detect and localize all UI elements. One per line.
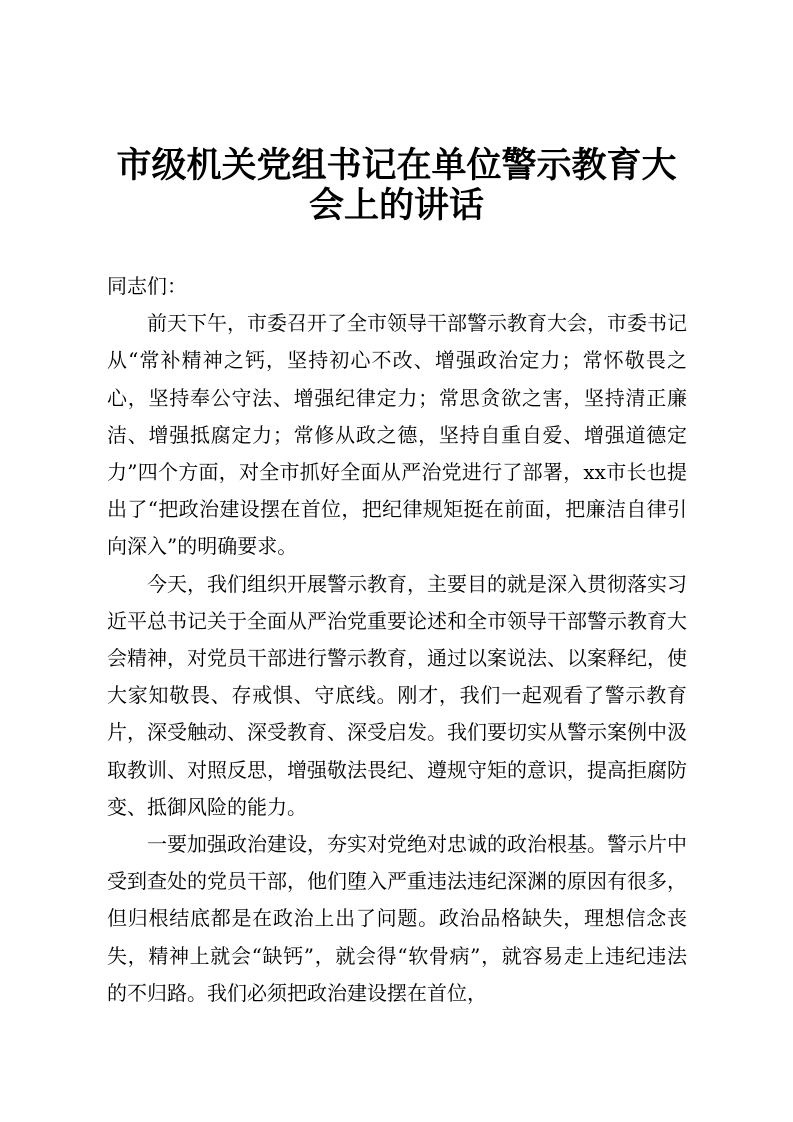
paragraph-3: 一要加强政治建设，夯实对党绝对忠诚的政治根基。警示片中受到查处的党员干部，他们堕入严重违法违纪深渊的原因有很多，但归根结底都是在政治上出了问题。政治品格缺失，理想信念丧失，精神上就会“缺钙”，就会得“软骨病”，就容易走上违纪违法的不归路。我们必须把政治建设摆在首位， [107, 832, 687, 1005]
salutation: 同志们： [107, 274, 187, 298]
paragraph-1: 前天下午，市委召开了全市领导干部警示教育大会，市委书记从“常补精神之钙，坚持初心不改、增强政治定力；常怀敬畏之心，坚持奉公守法、增强纪律定力；常思贪欲之害，坚持清正廉洁、增强抵腐定力；常修从政之德，坚持自重自爱、增强道德定力”四个方面，对全市抓好全面从严治党进行了部署，xx市长也提出了“把政治建设摆在首位，把纪律规矩挺在前面，把廉洁自律引向深入”的明确要求。 [107, 311, 687, 559]
paragraph-2: 今天，我们组织开展警示教育，主要目的就是深入贯彻落实习近平总书记关于全面从严治党重要论述和全市领导干部警示教育大会精神，对党员干部进行警示教育，通过以案说法、以案释纪，使大家知敬畏、存戒惧、守底线。刚才，我们一起观看了警示教育片，深受触动、深受教育、深受启发。我们要切实从警示案例中汲取教训、对照反思，增强敬法畏纪、遵规守矩的意识，提高拒腐防变、抵御风险的能力。 [107, 571, 687, 819]
document-title: 市级机关党组书记在单位警示教育大会上的讲话 [116, 146, 677, 226]
document-body [107, 268, 687, 1012]
